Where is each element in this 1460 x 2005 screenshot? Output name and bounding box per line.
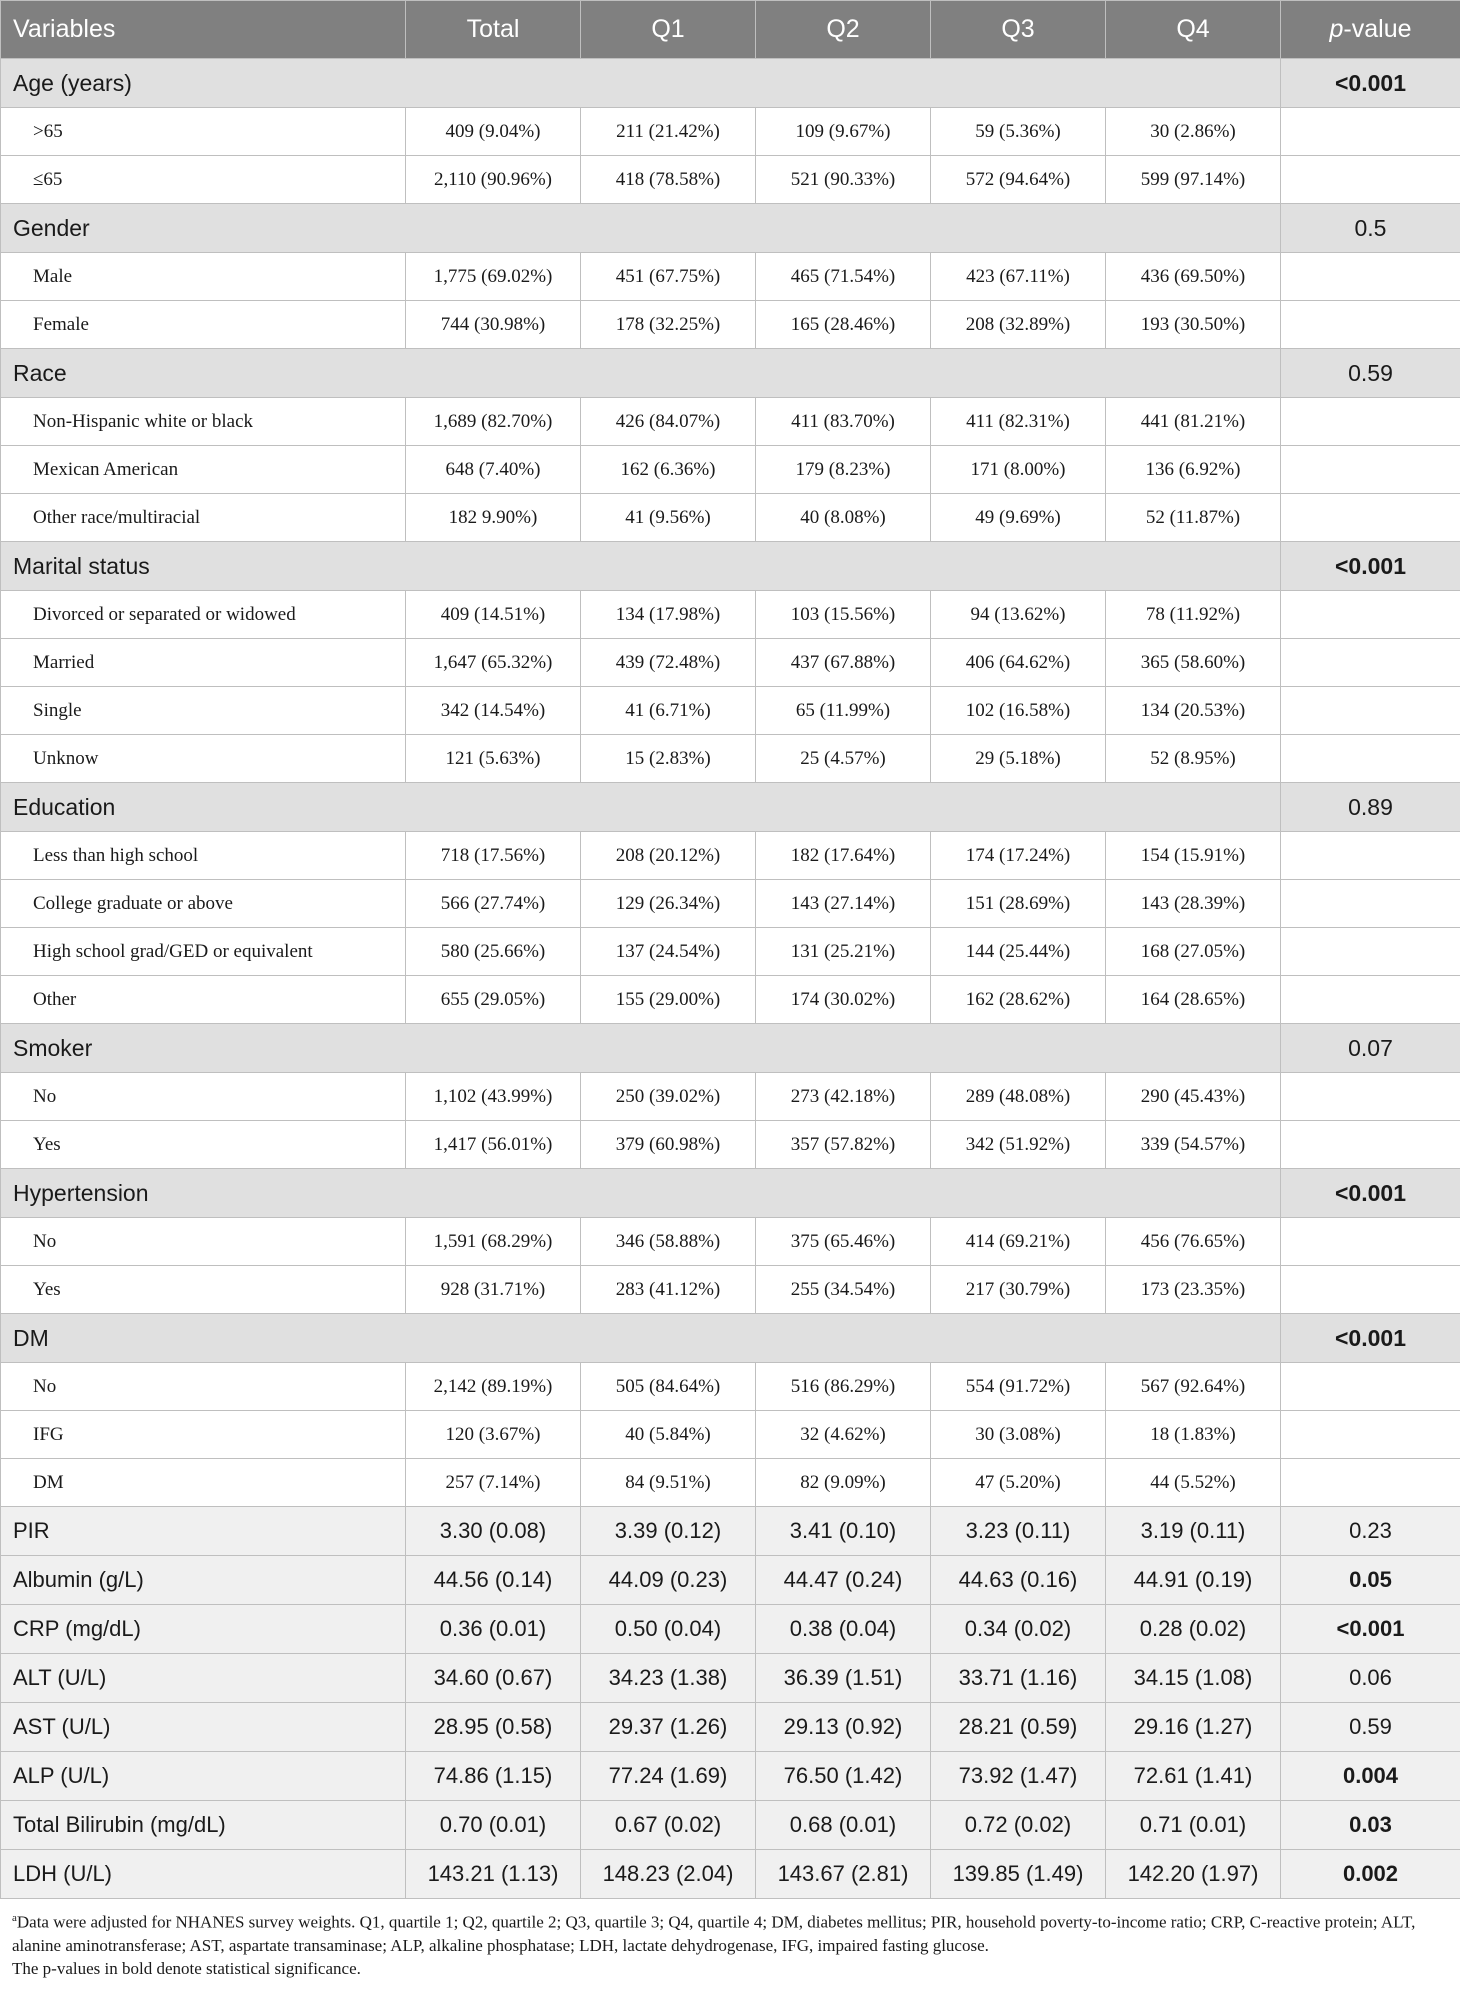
cell-q1: 3.39 (0.12): [581, 1507, 756, 1556]
p-value-cell-empty: [1281, 494, 1460, 542]
category-row: [1, 156, 1460, 204]
table-footnote: [0, 1899, 1460, 1980]
cell-q4: 134 (20.53%): [1106, 687, 1281, 735]
cell-q4: 154 (15.91%): [1106, 832, 1281, 880]
cell-total: 409 (14.51%): [406, 591, 581, 639]
variable-label: ALT (U/L): [1, 1654, 406, 1703]
category-row: [1, 687, 1460, 735]
p-value-cell: 0.004: [1281, 1752, 1460, 1801]
header-q2: Q2: [756, 1, 931, 59]
cell-q2: 375 (65.46%): [756, 1218, 931, 1266]
cell-q3: 171 (8.00%): [931, 446, 1106, 494]
category-row: [1, 928, 1460, 976]
section-row: [1, 1169, 1460, 1218]
cell-q2: 174 (30.02%): [756, 976, 931, 1024]
cell-q1: 211 (21.42%): [581, 108, 756, 156]
cell-total: 1,689 (82.70%): [406, 398, 581, 446]
cell-total: 120 (3.67%): [406, 1411, 581, 1459]
cell-q1: 84 (9.51%): [581, 1459, 756, 1507]
cell-q4: 52 (11.87%): [1106, 494, 1281, 542]
cell-q4: 136 (6.92%): [1106, 446, 1281, 494]
cell-q1: 44.09 (0.23): [581, 1556, 756, 1605]
p-value-cell: 0.06: [1281, 1654, 1460, 1703]
continuous-row: [1, 1703, 1460, 1752]
cell-q3: 572 (94.64%): [931, 156, 1106, 204]
cell-q3: 151 (28.69%): [931, 880, 1106, 928]
variable-label: Male: [1, 253, 406, 301]
cell-q4: 290 (45.43%): [1106, 1073, 1281, 1121]
variable-label: DM: [1, 1459, 406, 1507]
p-value-cell-empty: [1281, 735, 1460, 783]
p-value-cell-empty: [1281, 639, 1460, 687]
cell-q2: 32 (4.62%): [756, 1411, 931, 1459]
continuous-row: [1, 1850, 1460, 1899]
cell-q3: 208 (32.89%): [931, 301, 1106, 349]
footnote-text-1: Data were adjusted for NHANES survey weights. Q1, quartile 1; Q2, quartile 2; Q3, quartile 3; Q4, quartile 4; DM, diabetes mellitus; PIR, household poverty-to-income ratio; CRP, C-reactive protein; ALT, alanine aminotransferase; AST, aspartate transaminase; ALP, alkaline phosphatase; LDH, lactate dehydrogenase, IFG, impaired fasting glucose.: [12, 1912, 1416, 1955]
section-label: Race: [1, 349, 1281, 398]
cell-total: 928 (31.71%): [406, 1266, 581, 1314]
section-row: [1, 1314, 1460, 1363]
table-header-row: [1, 1, 1460, 59]
header-q4: Q4: [1106, 1, 1281, 59]
cell-q2: 143 (27.14%): [756, 880, 931, 928]
cell-q4: 441 (81.21%): [1106, 398, 1281, 446]
p-value-cell-empty: [1281, 156, 1460, 204]
cell-q4: 52 (8.95%): [1106, 735, 1281, 783]
category-row: [1, 494, 1460, 542]
variable-label: Yes: [1, 1121, 406, 1169]
category-row: [1, 832, 1460, 880]
cell-q2: 109 (9.67%): [756, 108, 931, 156]
cell-q2: 437 (67.88%): [756, 639, 931, 687]
section-row: [1, 783, 1460, 832]
variable-label: Mexican American: [1, 446, 406, 494]
cell-q3: 342 (51.92%): [931, 1121, 1106, 1169]
p-value-cell: <0.001: [1281, 1605, 1460, 1654]
cell-q3: 47 (5.20%): [931, 1459, 1106, 1507]
p-value-cell-empty: [1281, 1218, 1460, 1266]
cell-q4: 365 (58.60%): [1106, 639, 1281, 687]
cell-q3: 59 (5.36%): [931, 108, 1106, 156]
cell-q3: 73.92 (1.47): [931, 1752, 1106, 1801]
cell-q4: 44 (5.52%): [1106, 1459, 1281, 1507]
p-value-cell: 0.05: [1281, 1556, 1460, 1605]
cell-q1: 250 (39.02%): [581, 1073, 756, 1121]
header-p-rest: -value: [1343, 15, 1412, 43]
section-label: Education: [1, 783, 1281, 832]
cell-total: 1,417 (56.01%): [406, 1121, 581, 1169]
cell-q3: 162 (28.62%): [931, 976, 1106, 1024]
cell-q4: 567 (92.64%): [1106, 1363, 1281, 1411]
cell-q3: 406 (64.62%): [931, 639, 1106, 687]
p-value-cell-empty: [1281, 591, 1460, 639]
cell-q2: 521 (90.33%): [756, 156, 931, 204]
section-label: Hypertension: [1, 1169, 1281, 1218]
cell-q1: 162 (6.36%): [581, 446, 756, 494]
cell-q3: 174 (17.24%): [931, 832, 1106, 880]
p-value-cell-empty: [1281, 446, 1460, 494]
variable-label: No: [1, 1073, 406, 1121]
header-p-value: [1281, 1, 1460, 59]
variable-label: Single: [1, 687, 406, 735]
cell-q1: 155 (29.00%): [581, 976, 756, 1024]
p-value-cell-empty: [1281, 1121, 1460, 1169]
category-row: [1, 253, 1460, 301]
section-label: Gender: [1, 204, 1281, 253]
cell-total: 34.60 (0.67): [406, 1654, 581, 1703]
variable-label: PIR: [1, 1507, 406, 1556]
category-row: [1, 639, 1460, 687]
cell-q1: 346 (58.88%): [581, 1218, 756, 1266]
header-variables: Variables: [1, 1, 406, 59]
cell-q3: 144 (25.44%): [931, 928, 1106, 976]
cell-q4: 44.91 (0.19): [1106, 1556, 1281, 1605]
category-row: [1, 1411, 1460, 1459]
cell-total: 0.70 (0.01): [406, 1801, 581, 1850]
p-value-cell-empty: [1281, 687, 1460, 735]
cell-q3: 28.21 (0.59): [931, 1703, 1106, 1752]
cell-q1: 178 (32.25%): [581, 301, 756, 349]
cell-q2: 465 (71.54%): [756, 253, 931, 301]
cell-q3: 3.23 (0.11): [931, 1507, 1106, 1556]
cell-q3: 554 (91.72%): [931, 1363, 1106, 1411]
cell-q4: 599 (97.14%): [1106, 156, 1281, 204]
cell-q1: 283 (41.12%): [581, 1266, 756, 1314]
cell-q2: 3.41 (0.10): [756, 1507, 931, 1556]
p-value-cell: 0.07: [1281, 1024, 1460, 1073]
section-row: [1, 204, 1460, 253]
cell-total: 3.30 (0.08): [406, 1507, 581, 1556]
cell-q2: 44.47 (0.24): [756, 1556, 931, 1605]
cell-q1: 439 (72.48%): [581, 639, 756, 687]
variable-label: Divorced or separated or widowed: [1, 591, 406, 639]
cell-total: 74.86 (1.15): [406, 1752, 581, 1801]
section-row: [1, 542, 1460, 591]
variable-label: Yes: [1, 1266, 406, 1314]
cell-q3: 49 (9.69%): [931, 494, 1106, 542]
p-value-cell-empty: [1281, 832, 1460, 880]
variable-label: No: [1, 1363, 406, 1411]
cell-q4: 34.15 (1.08): [1106, 1654, 1281, 1703]
cell-q4: 456 (76.65%): [1106, 1218, 1281, 1266]
p-value-cell: 0.89: [1281, 783, 1460, 832]
cell-total: 257 (7.14%): [406, 1459, 581, 1507]
cell-total: 121 (5.63%): [406, 735, 581, 783]
cell-q1: 418 (78.58%): [581, 156, 756, 204]
cell-q4: 78 (11.92%): [1106, 591, 1281, 639]
cell-total: 648 (7.40%): [406, 446, 581, 494]
p-value-cell-empty: [1281, 398, 1460, 446]
cell-q2: 165 (28.46%): [756, 301, 931, 349]
category-row: [1, 1266, 1460, 1314]
p-value-cell: 0.03: [1281, 1801, 1460, 1850]
cell-q1: 148.23 (2.04): [581, 1850, 756, 1899]
section-label: Age (years): [1, 59, 1281, 108]
cell-q1: 77.24 (1.69): [581, 1752, 756, 1801]
cell-total: 342 (14.54%): [406, 687, 581, 735]
cell-q4: 168 (27.05%): [1106, 928, 1281, 976]
p-value-cell: <0.001: [1281, 542, 1460, 591]
variable-label: >65: [1, 108, 406, 156]
cell-q4: 173 (23.35%): [1106, 1266, 1281, 1314]
cell-total: 0.36 (0.01): [406, 1605, 581, 1654]
header-q3: Q3: [931, 1, 1106, 59]
cell-total: 655 (29.05%): [406, 976, 581, 1024]
category-row: [1, 301, 1460, 349]
category-row: [1, 1121, 1460, 1169]
cell-q2: 0.38 (0.04): [756, 1605, 931, 1654]
continuous-row: [1, 1801, 1460, 1850]
cell-q4: 142.20 (1.97): [1106, 1850, 1281, 1899]
cell-q2: 65 (11.99%): [756, 687, 931, 735]
p-value-cell: 0.002: [1281, 1850, 1460, 1899]
cell-q1: 41 (9.56%): [581, 494, 756, 542]
cell-q2: 131 (25.21%): [756, 928, 931, 976]
continuous-row: [1, 1605, 1460, 1654]
cell-total: 2,142 (89.19%): [406, 1363, 581, 1411]
cell-q2: 0.68 (0.01): [756, 1801, 931, 1850]
variable-label: Albumin (g/L): [1, 1556, 406, 1605]
cell-q1: 41 (6.71%): [581, 687, 756, 735]
cell-q4: 72.61 (1.41): [1106, 1752, 1281, 1801]
cell-q1: 134 (17.98%): [581, 591, 756, 639]
variable-label: AST (U/L): [1, 1703, 406, 1752]
variable-label: High school grad/GED or equivalent: [1, 928, 406, 976]
p-value-cell: 0.5: [1281, 204, 1460, 253]
cell-q1: 208 (20.12%): [581, 832, 756, 880]
p-value-cell: <0.001: [1281, 1169, 1460, 1218]
section-row: [1, 349, 1460, 398]
cell-q2: 29.13 (0.92): [756, 1703, 931, 1752]
cell-q4: 0.28 (0.02): [1106, 1605, 1281, 1654]
cell-q2: 76.50 (1.42): [756, 1752, 931, 1801]
cell-total: 1,775 (69.02%): [406, 253, 581, 301]
section-label: DM: [1, 1314, 1281, 1363]
cell-q2: 411 (83.70%): [756, 398, 931, 446]
header-p-italic: p: [1329, 15, 1344, 43]
cell-total: 566 (27.74%): [406, 880, 581, 928]
cell-q1: 505 (84.64%): [581, 1363, 756, 1411]
variable-label: Non-Hispanic white or black: [1, 398, 406, 446]
cell-q3: 217 (30.79%): [931, 1266, 1106, 1314]
footnote-line-1: [12, 1907, 1448, 1957]
p-value-cell: 0.23: [1281, 1507, 1460, 1556]
cell-q1: 426 (84.07%): [581, 398, 756, 446]
p-value-cell: <0.001: [1281, 59, 1460, 108]
cell-q4: 193 (30.50%): [1106, 301, 1281, 349]
category-row: [1, 1459, 1460, 1507]
cell-total: 718 (17.56%): [406, 832, 581, 880]
cell-q3: 0.72 (0.02): [931, 1801, 1106, 1850]
cell-q4: 339 (54.57%): [1106, 1121, 1281, 1169]
cell-q2: 103 (15.56%): [756, 591, 931, 639]
p-value-cell-empty: [1281, 301, 1460, 349]
cell-q3: 423 (67.11%): [931, 253, 1106, 301]
variable-label: CRP (mg/dL): [1, 1605, 406, 1654]
cell-q2: 255 (34.54%): [756, 1266, 931, 1314]
variable-label: ALP (U/L): [1, 1752, 406, 1801]
cell-q1: 129 (26.34%): [581, 880, 756, 928]
p-value-cell-empty: [1281, 880, 1460, 928]
cell-total: 44.56 (0.14): [406, 1556, 581, 1605]
p-value-cell-empty: [1281, 108, 1460, 156]
continuous-row: [1, 1507, 1460, 1556]
continuous-row: [1, 1556, 1460, 1605]
cell-total: 1,102 (43.99%): [406, 1073, 581, 1121]
header-q1: Q1: [581, 1, 756, 59]
variable-label: LDH (U/L): [1, 1850, 406, 1899]
header-total: Total: [406, 1, 581, 59]
cell-q3: 411 (82.31%): [931, 398, 1106, 446]
cell-q3: 414 (69.21%): [931, 1218, 1106, 1266]
cell-total: 409 (9.04%): [406, 108, 581, 156]
variable-label: IFG: [1, 1411, 406, 1459]
cell-q2: 273 (42.18%): [756, 1073, 931, 1121]
category-row: [1, 398, 1460, 446]
footnote-marker: a: [12, 1912, 17, 1924]
p-value-cell-empty: [1281, 1459, 1460, 1507]
cell-q4: 29.16 (1.27): [1106, 1703, 1281, 1752]
variable-label: Other: [1, 976, 406, 1024]
section-label: Smoker: [1, 1024, 1281, 1073]
cell-q1: 0.67 (0.02): [581, 1801, 756, 1850]
cell-q1: 137 (24.54%): [581, 928, 756, 976]
cell-q1: 379 (60.98%): [581, 1121, 756, 1169]
cell-q2: 516 (86.29%): [756, 1363, 931, 1411]
cell-q2: 357 (57.82%): [756, 1121, 931, 1169]
variable-label: No: [1, 1218, 406, 1266]
continuous-row: [1, 1654, 1460, 1703]
category-row: [1, 591, 1460, 639]
variable-label: Less than high school: [1, 832, 406, 880]
category-row: [1, 1073, 1460, 1121]
category-row: [1, 1363, 1460, 1411]
cell-q3: 139.85 (1.49): [931, 1850, 1106, 1899]
p-value-cell-empty: [1281, 928, 1460, 976]
cell-total: 580 (25.66%): [406, 928, 581, 976]
cell-q3: 94 (13.62%): [931, 591, 1106, 639]
cell-q4: 30 (2.86%): [1106, 108, 1281, 156]
cell-total: 1,647 (65.32%): [406, 639, 581, 687]
cell-q1: 0.50 (0.04): [581, 1605, 756, 1654]
cell-q4: 436 (69.50%): [1106, 253, 1281, 301]
footnote-line-2: The p-values in bold denote statistical significance.: [12, 1958, 361, 1978]
cell-q4: 143 (28.39%): [1106, 880, 1281, 928]
cell-q2: 40 (8.08%): [756, 494, 931, 542]
cell-q3: 33.71 (1.16): [931, 1654, 1106, 1703]
variable-label: Unknow: [1, 735, 406, 783]
p-value-cell-empty: [1281, 1266, 1460, 1314]
cell-q3: 289 (48.08%): [931, 1073, 1106, 1121]
cell-total: 182 9.90%): [406, 494, 581, 542]
category-row: [1, 735, 1460, 783]
cell-total: 2,110 (90.96%): [406, 156, 581, 204]
p-value-cell: 0.59: [1281, 1703, 1460, 1752]
cell-q4: 0.71 (0.01): [1106, 1801, 1281, 1850]
cell-q1: 451 (67.75%): [581, 253, 756, 301]
category-row: [1, 976, 1460, 1024]
cell-q3: 102 (16.58%): [931, 687, 1106, 735]
p-value-cell-empty: [1281, 253, 1460, 301]
cell-q4: 18 (1.83%): [1106, 1411, 1281, 1459]
cell-q3: 29 (5.18%): [931, 735, 1106, 783]
variable-label: Other race/multiracial: [1, 494, 406, 542]
table-body: [1, 59, 1460, 1899]
continuous-row: [1, 1752, 1460, 1801]
cell-q2: 25 (4.57%): [756, 735, 931, 783]
cell-total: 1,591 (68.29%): [406, 1218, 581, 1266]
p-value-cell-empty: [1281, 1363, 1460, 1411]
cell-total: 28.95 (0.58): [406, 1703, 581, 1752]
cell-q2: 36.39 (1.51): [756, 1654, 931, 1703]
variable-label: Female: [1, 301, 406, 349]
cell-total: 143.21 (1.13): [406, 1850, 581, 1899]
cell-q3: 44.63 (0.16): [931, 1556, 1106, 1605]
section-label: Marital status: [1, 542, 1281, 591]
cell-q2: 182 (17.64%): [756, 832, 931, 880]
cell-q1: 40 (5.84%): [581, 1411, 756, 1459]
cell-q3: 0.34 (0.02): [931, 1605, 1106, 1654]
cell-q1: 29.37 (1.26): [581, 1703, 756, 1752]
cell-q4: 3.19 (0.11): [1106, 1507, 1281, 1556]
category-row: [1, 1218, 1460, 1266]
p-value-cell: <0.001: [1281, 1314, 1460, 1363]
variable-label: ≤65: [1, 156, 406, 204]
cell-q1: 15 (2.83%): [581, 735, 756, 783]
cell-q3: 30 (3.08%): [931, 1411, 1106, 1459]
section-row: [1, 1024, 1460, 1073]
p-value-cell-empty: [1281, 1073, 1460, 1121]
p-value-cell: 0.59: [1281, 349, 1460, 398]
p-value-cell-empty: [1281, 976, 1460, 1024]
category-row: [1, 880, 1460, 928]
category-row: [1, 108, 1460, 156]
cell-q4: 164 (28.65%): [1106, 976, 1281, 1024]
section-row: [1, 59, 1460, 108]
cell-q2: 82 (9.09%): [756, 1459, 931, 1507]
variable-label: College graduate or above: [1, 880, 406, 928]
p-value-cell-empty: [1281, 1411, 1460, 1459]
variable-label: Total Bilirubin (mg/dL): [1, 1801, 406, 1850]
category-row: [1, 446, 1460, 494]
cell-q2: 179 (8.23%): [756, 446, 931, 494]
cell-q2: 143.67 (2.81): [756, 1850, 931, 1899]
cell-total: 744 (30.98%): [406, 301, 581, 349]
variable-label: Married: [1, 639, 406, 687]
cell-q1: 34.23 (1.38): [581, 1654, 756, 1703]
